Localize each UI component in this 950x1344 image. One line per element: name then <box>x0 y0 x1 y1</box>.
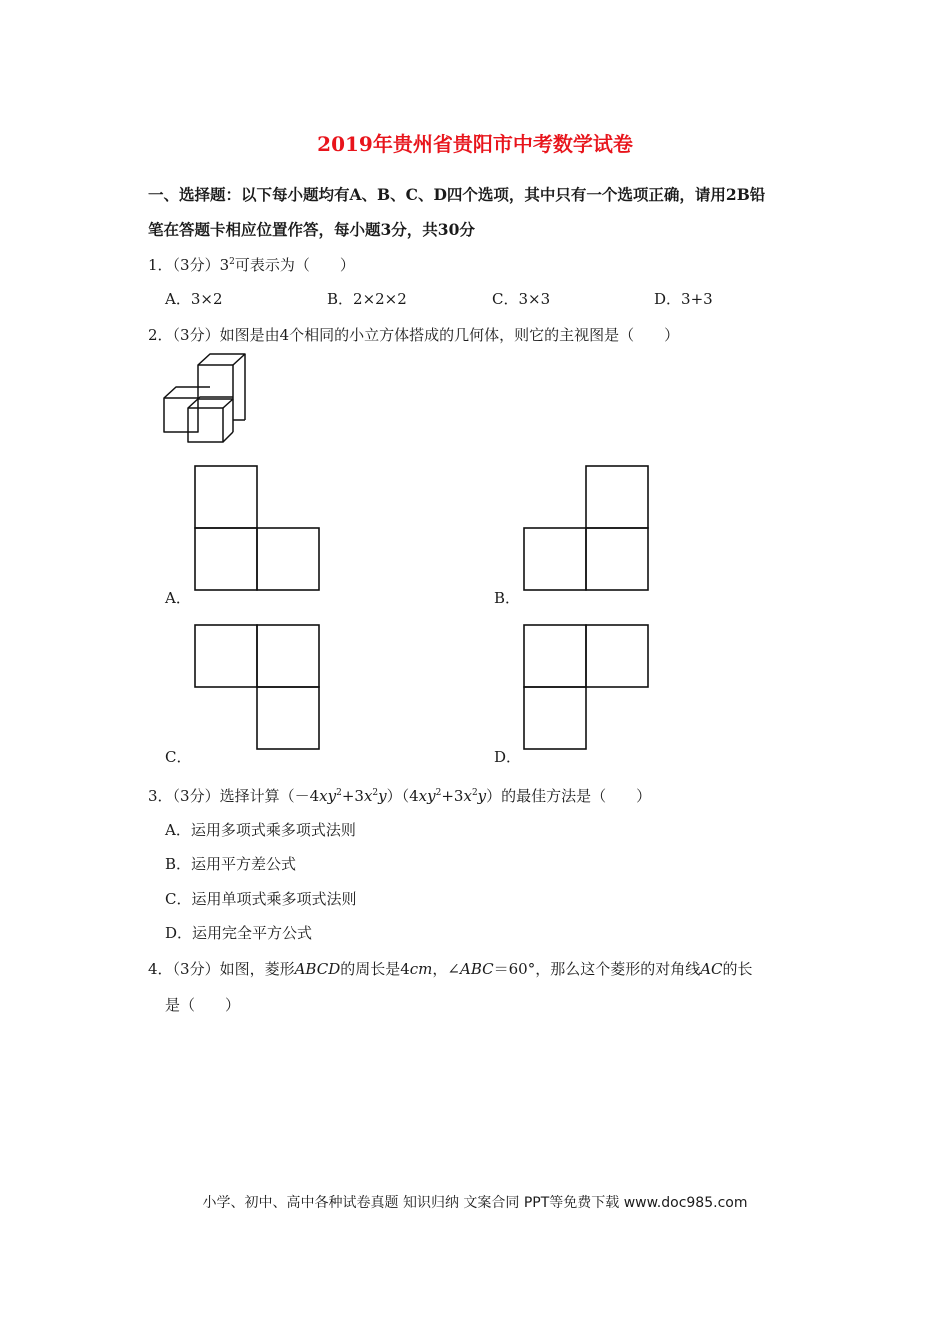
question-2-stem: 2．（3分）如图是由4个相同的小立方体搭成的几何体，则它的主视图是（ ） <box>148 326 680 344</box>
cube-stack-figure <box>160 350 250 445</box>
q2-option-d-figure <box>523 624 651 751</box>
q3-option-b: B．运用平方差公式 <box>165 855 297 873</box>
section-header-line1: 一、选择题：以下每小题均有A、B、C、D四个选项，其中只有一个选项正确，请用2B铅 <box>148 185 766 204</box>
q2-option-a-figure <box>194 465 322 592</box>
q1-option-d: D．3+3 <box>654 290 713 308</box>
page-title: 2019年贵州省贵阳市中考数学试卷 <box>317 132 633 156</box>
q2-option-b-label: B． <box>494 589 521 607</box>
question-4-stem-line2: 是（ ） <box>165 996 241 1014</box>
q3-option-c: C．运用单项式乘多项式法则 <box>165 890 357 908</box>
q1-option-b: B．2×2×2 <box>327 290 407 308</box>
q1-option-a: A．3×2 <box>165 290 223 308</box>
q3-option-a: A．运用多项式乘多项式法则 <box>165 821 356 839</box>
q2-option-b-figure <box>523 465 651 592</box>
q2-option-c-label: C． <box>165 748 192 766</box>
q2-option-d-label: D． <box>494 748 522 766</box>
q3-option-d: D．运用完全平方公式 <box>165 924 313 942</box>
section-header-line2: 笔在答题卡相应位置作答，每小题3分，共30分 <box>148 220 475 239</box>
page-footer: 小学、初中、高中各种试卷真题 知识归纳 文案合同 PPT等免费下载 www.doc985.com <box>202 1195 748 1211</box>
q2-option-c-figure <box>194 624 322 751</box>
question-1-stem: 1．（3分）$3^2$可表示为（ ） <box>148 256 355 274</box>
q1-option-c: C．3×3 <box>492 290 551 308</box>
question-3-stem: 3．（3分）选择计算$(-4xy^2+3x^2y)(4xy^2+3x^2y)$的最佳方法是（ ） <box>148 787 652 805</box>
q2-option-a-label: A． <box>165 589 191 607</box>
question-4-stem: 4．（3分）如图，菱形ABCD的周长是4cm，∠ABC＝60°，那么这个菱形的对角线AC的长 <box>148 960 753 978</box>
